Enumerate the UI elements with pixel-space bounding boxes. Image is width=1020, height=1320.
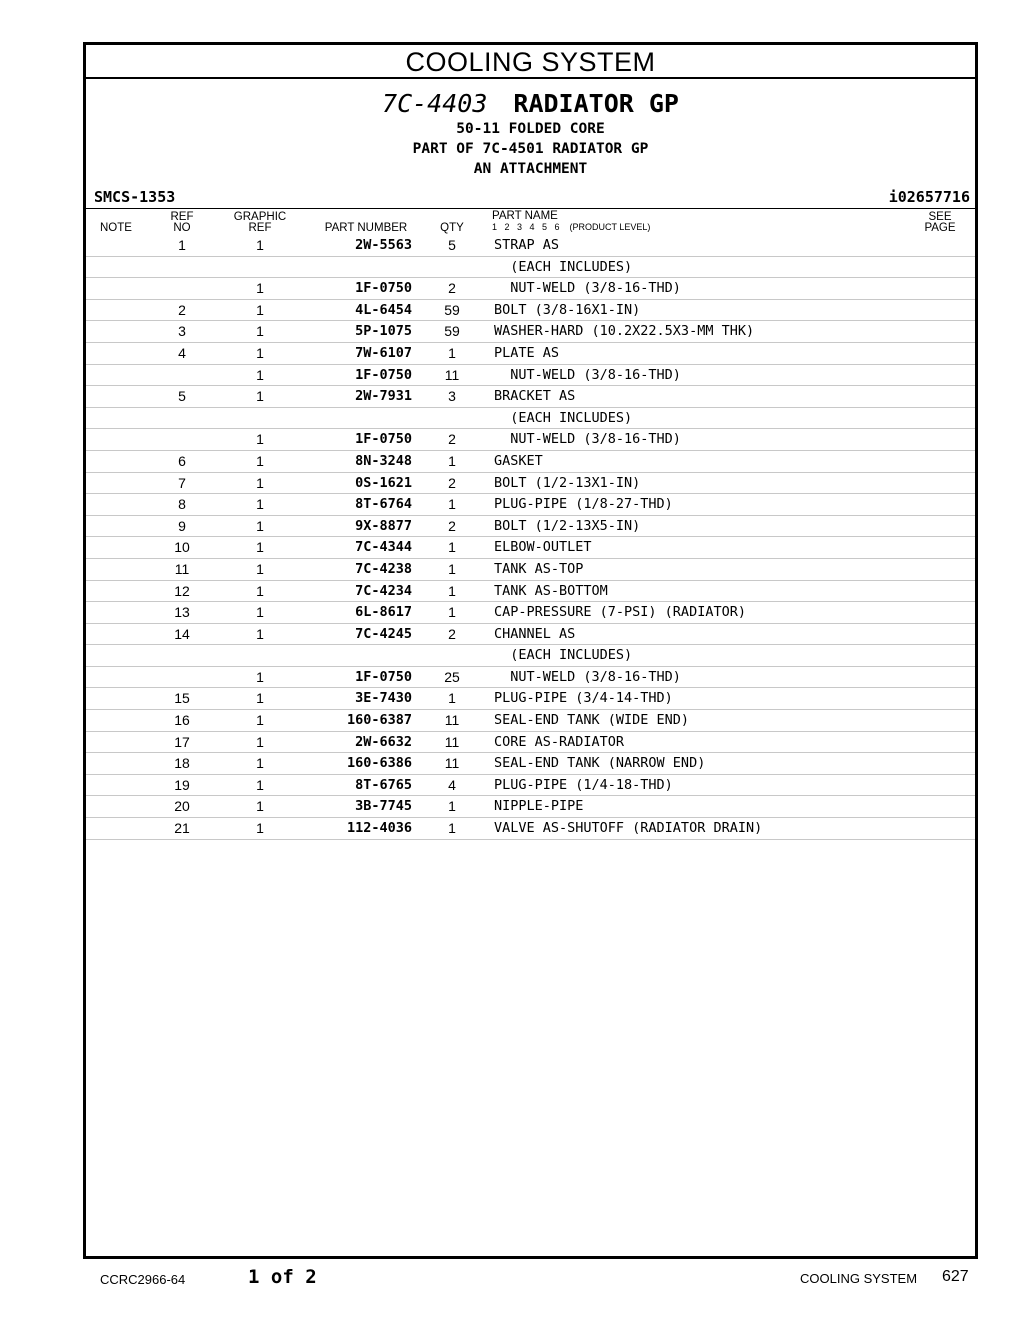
ref-no-cell: 9 — [178, 517, 186, 534]
part-name-cell: SEAL-END TANK (WIDE END) — [494, 712, 690, 729]
footer-page-number: 627 — [942, 1268, 969, 1285]
part-number-cell: 8T-6764 — [355, 496, 412, 513]
ref-no-cell: 11 — [174, 560, 190, 577]
table-row — [86, 343, 975, 365]
part-name-cell: TANK AS-TOP — [494, 560, 584, 577]
part-number-cell: 2W-6632 — [355, 733, 412, 750]
table-row — [86, 278, 975, 300]
graphic-ref-cell: 1 — [256, 474, 264, 491]
header-ref-top: REF — [170, 211, 194, 223]
header-part-number: PART NUMBER — [324, 222, 408, 234]
part-name-cell: (EACH INCLUDES) — [494, 647, 633, 664]
part-number-cell: 160-6387 — [346, 712, 412, 729]
part-number-cell: 4L-6454 — [355, 301, 412, 318]
part-number-cell: 8T-6765 — [355, 776, 412, 793]
section-title: COOLING SYSTEM — [86, 45, 975, 79]
part-name-cell: NUT-WELD (3/8-16-THD) — [494, 431, 681, 448]
ref-no-cell: 1 — [178, 237, 186, 253]
part-name-cell: WASHER-HARD (10.2X22.5X3-MM THK) — [494, 323, 755, 340]
table-row — [86, 386, 975, 408]
part-name-cell: STRAP AS — [494, 237, 560, 253]
qty-cell: 3 — [448, 388, 456, 405]
footer-section: COOLING SYSTEM — [800, 1271, 918, 1286]
illustration-id: i02657716 — [888, 188, 970, 206]
parts-table-body — [86, 235, 975, 840]
qty-cell: 1 — [448, 560, 456, 577]
part-name-cell: (EACH INCLUDES) — [494, 409, 633, 426]
table-row — [86, 429, 975, 451]
graphic-ref-cell: 1 — [256, 452, 264, 469]
qty-cell: 1 — [448, 798, 456, 815]
header-part-name: PART NAME — [492, 210, 558, 222]
header-see-top: SEE — [928, 211, 952, 223]
part-name-cell: ELBOW-OUTLET — [494, 539, 592, 556]
part-name-cell: NUT-WELD (3/8-16-THD) — [494, 668, 681, 685]
qty-cell: 59 — [444, 301, 460, 318]
qty-cell: 11 — [444, 712, 460, 729]
graphic-ref-cell: 1 — [256, 604, 264, 621]
graphic-ref-cell: 1 — [256, 625, 264, 642]
table-row — [86, 753, 975, 775]
header-ref-bottom: NO — [173, 222, 191, 234]
part-name-cell: BOLT (1/2-13X1-IN) — [494, 474, 641, 491]
part-number-cell: 2W-5563 — [355, 237, 412, 253]
group-subtitle-3: AN ATTACHMENT — [473, 161, 588, 177]
qty-cell: 11 — [444, 733, 460, 750]
table-row — [86, 559, 975, 581]
ref-no-cell: 20 — [174, 798, 190, 815]
part-number-cell: 7W-6107 — [355, 344, 412, 361]
table-row — [86, 365, 975, 387]
graphic-ref-cell: 1 — [256, 344, 264, 361]
ref-no-cell: 10 — [174, 539, 190, 556]
graphic-ref-cell: 1 — [256, 755, 264, 772]
graphic-ref-cell: 1 — [256, 431, 264, 448]
table-row — [86, 818, 975, 840]
table-row — [86, 775, 975, 797]
part-number-cell: 6L-8617 — [355, 604, 412, 621]
graphic-ref-cell: 1 — [256, 366, 264, 383]
part-name-cell: PLUG-PIPE (1/4-18-THD) — [494, 776, 673, 793]
part-name-cell: SEAL-END TANK (NARROW END) — [494, 755, 706, 772]
part-number-cell: 7C-4245 — [355, 625, 412, 642]
header-product-levels: 1 2 3 4 5 6 (PRODUCT LEVEL) — [492, 222, 651, 232]
graphic-ref-cell: 1 — [256, 517, 264, 534]
qty-cell: 1 — [448, 582, 456, 599]
group-title — [86, 89, 975, 119]
page-footer — [0, 1266, 1020, 1290]
part-number-cell: 5P-1075 — [355, 323, 412, 340]
graphic-ref-cell: 1 — [256, 388, 264, 405]
part-number-cell: 7C-4238 — [355, 560, 412, 577]
table-row — [86, 732, 975, 754]
part-name-cell: CHANNEL AS — [494, 625, 576, 642]
table-row — [86, 710, 975, 732]
qty-cell: 4 — [448, 776, 456, 793]
table-row — [86, 537, 975, 559]
part-name-cell: PLUG-PIPE (1/8-27-THD) — [494, 496, 673, 513]
ref-no-cell: 19 — [174, 776, 190, 793]
qty-cell: 1 — [448, 604, 456, 621]
ref-no-cell: 8 — [178, 496, 186, 513]
part-name-cell: TANK AS-BOTTOM — [494, 582, 608, 599]
table-row — [86, 688, 975, 710]
graphic-ref-cell: 1 — [256, 237, 264, 253]
ref-no-cell: 17 — [174, 733, 190, 750]
part-name-cell: CORE AS-RADIATOR — [494, 733, 625, 750]
graphic-ref-cell: 1 — [256, 712, 264, 729]
part-name-cell: GASKET — [494, 452, 543, 469]
part-number-cell: 0S-1621 — [355, 474, 412, 491]
graphic-ref-cell: 1 — [256, 776, 264, 793]
table-row — [86, 408, 975, 430]
part-name-cell: CAP-PRESSURE (7-PSI) (RADIATOR) — [494, 604, 746, 621]
ref-no-cell: 6 — [178, 452, 186, 469]
part-name-cell: BOLT (3/8-16X1-IN) — [494, 301, 641, 318]
graphic-ref-cell: 1 — [256, 496, 264, 513]
qty-cell: 1 — [448, 496, 456, 513]
ref-no-cell: 5 — [178, 388, 186, 405]
graphic-ref-cell: 1 — [256, 280, 264, 297]
part-number-cell: 112-4036 — [346, 820, 412, 837]
table-row — [86, 602, 975, 624]
header-note: NOTE — [100, 222, 132, 234]
ref-no-cell: 2 — [178, 301, 186, 318]
part-name-cell: (EACH INCLUDES) — [494, 258, 633, 275]
part-number-cell: 3B-7745 — [355, 798, 412, 815]
header-see-bottom: PAGE — [924, 222, 956, 234]
part-name-cell: BRACKET AS — [494, 388, 576, 405]
part-name-cell: PLATE AS — [494, 344, 560, 361]
part-name-cell: VALVE AS-SHUTOFF (RADIATOR DRAIN) — [494, 820, 763, 837]
part-number-cell: 1F-0750 — [355, 366, 412, 383]
group-part-number: 7C-4403 — [382, 89, 488, 118]
ref-no-cell: 3 — [178, 323, 186, 340]
part-number-cell: 160-6386 — [346, 755, 412, 772]
parts-page-frame — [83, 42, 978, 1259]
qty-cell: 2 — [448, 431, 456, 448]
ref-no-cell: 18 — [174, 755, 190, 772]
footer-doc-code: CCRC2966-64 — [100, 1272, 186, 1287]
part-number-cell: 1F-0750 — [355, 280, 412, 297]
group-subtitle-1: 50-11 FOLDED CORE — [456, 121, 605, 137]
smcs-row — [86, 188, 975, 208]
footer-page-of: 1 of 2 — [248, 1266, 317, 1288]
qty-cell: 1 — [448, 344, 456, 361]
qty-cell: 1 — [448, 452, 456, 469]
qty-cell: 2 — [448, 625, 456, 642]
table-row — [86, 321, 975, 343]
graphic-ref-cell: 1 — [256, 301, 264, 318]
part-number-cell: 1F-0750 — [355, 431, 412, 448]
ref-no-cell: 12 — [174, 582, 190, 599]
graphic-ref-cell: 1 — [256, 560, 264, 577]
table-row — [86, 494, 975, 516]
graphic-ref-cell: 1 — [256, 820, 264, 837]
part-name-cell: PLUG-PIPE (3/4-14-THD) — [494, 690, 673, 707]
qty-cell: 11 — [444, 755, 460, 772]
qty-cell: 1 — [448, 690, 456, 707]
part-number-cell: 3E-7430 — [355, 690, 412, 707]
graphic-ref-cell: 1 — [256, 539, 264, 556]
part-name-cell: NUT-WELD (3/8-16-THD) — [494, 280, 681, 297]
graphic-ref-cell: 1 — [256, 690, 264, 707]
ref-no-cell: 14 — [174, 625, 190, 642]
part-name-cell: NIPPLE-PIPE — [494, 798, 584, 815]
smcs-code: SMCS-1353 — [94, 188, 176, 206]
table-row — [86, 257, 975, 279]
table-row — [86, 667, 975, 689]
part-number-cell: 8N-3248 — [355, 452, 412, 469]
part-name-cell: NUT-WELD (3/8-16-THD) — [494, 366, 681, 383]
table-row — [86, 796, 975, 818]
table-row — [86, 300, 975, 322]
qty-cell: 5 — [448, 237, 456, 253]
table-row — [86, 645, 975, 667]
table-row — [86, 451, 975, 473]
part-number-cell: 9X-8877 — [355, 517, 412, 534]
qty-cell: 1 — [448, 820, 456, 837]
qty-cell: 2 — [448, 474, 456, 491]
ref-no-cell: 13 — [174, 604, 190, 621]
ref-no-cell: 16 — [174, 712, 190, 729]
table-header — [86, 208, 975, 235]
graphic-ref-cell: 1 — [256, 798, 264, 815]
graphic-ref-cell: 1 — [256, 733, 264, 750]
graphic-ref-cell: 1 — [256, 323, 264, 340]
ref-no-cell: 4 — [178, 344, 186, 361]
ref-no-cell: 15 — [174, 690, 190, 707]
group-name: RADIATOR GP — [513, 89, 679, 118]
qty-cell: 2 — [448, 517, 456, 534]
part-number-cell: 7C-4344 — [355, 539, 412, 556]
table-row — [86, 473, 975, 495]
part-number-cell: 1F-0750 — [355, 668, 412, 685]
graphic-ref-cell: 1 — [256, 668, 264, 685]
qty-cell: 59 — [444, 323, 460, 340]
part-number-cell: 2W-7931 — [355, 388, 412, 405]
table-row — [86, 235, 975, 257]
group-subtitle-2: PART OF 7C-4501 RADIATOR GP — [412, 141, 649, 157]
table-row — [86, 516, 975, 538]
qty-cell: 1 — [448, 539, 456, 556]
qty-cell: 11 — [444, 366, 460, 383]
part-name-cell: BOLT (1/2-13X5-IN) — [494, 517, 641, 534]
qty-cell: 2 — [448, 280, 456, 297]
table-row — [86, 581, 975, 603]
graphic-ref-cell: 1 — [256, 582, 264, 599]
header-graphic-top: GRAPHIC — [233, 211, 287, 223]
ref-no-cell: 21 — [174, 820, 190, 837]
header-qty: QTY — [440, 222, 464, 234]
part-number-cell: 7C-4234 — [355, 582, 412, 599]
qty-cell: 25 — [444, 668, 460, 685]
header-graphic-bottom: REF — [248, 222, 272, 234]
table-row — [86, 624, 975, 646]
ref-no-cell: 7 — [178, 474, 186, 491]
